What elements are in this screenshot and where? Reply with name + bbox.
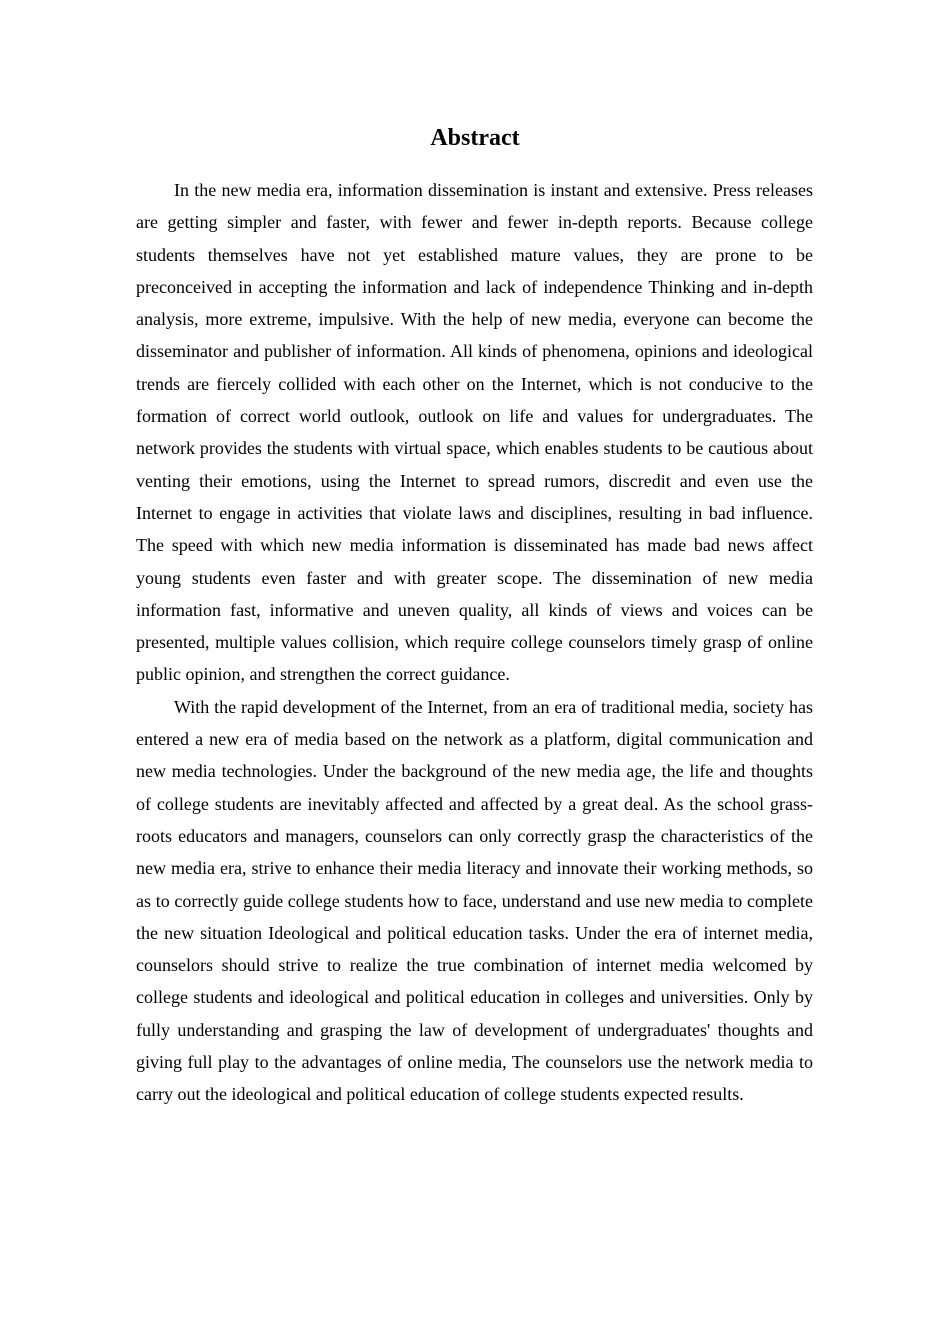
abstract-paragraph-1: In the new media era, information dissemination is instant and extensive. Press releases are getting simpler and faster, with fewer and fewer in-depth reports. Because college students themselves have not yet established mature values, they are prone to be preconceived in accepting the information and lack of independence Thinking and in-depth analysis, more extreme, impulsive. With the help of new media, everyone can become the disseminator and publisher of information. All kinds of phenomena, opinions and ideological trends are fiercely collided with each other on the Internet, which is not conducive to the formation of correct world outlook, outlook on life and values for undergraduates. The network provides the students with virtual space, which enables students to be cautious about venting their emotions, using the Internet to spread rumors, discredit and even use the Internet to engage in activities that violate laws and disciplines, resulting in bad influence. The speed with which new media information is disseminated has made bad news affect young students even faster and with greater scope. The dissemination of new media information fast, informative and uneven quality, all kinds of views and voices can be presented, multiple values collision, which require college counselors timely grasp of online public opinion, and strengthen the correct guidance. [136, 180, 813, 685]
abstract-body [136, 174, 813, 1111]
abstract-paragraph-2: With the rapid development of the Internet, from an era of traditional media, society has entered a new era of media based on the network as a platform, digital communication and new media technologies. Under the background of the new media age, the life and thoughts of college students are inevitably affected and affected by a great deal. As the school grass-roots educators and managers, counselors can only correctly grasp the characteristics of the new media era, strive to enhance their media literacy and innovate their working methods, so as to correctly guide college students how to face, understand and use new media to complete the new situation Ideological and political education tasks. Under the era of internet media, counselors should strive to realize the true combination of internet media welcomed by college students and ideological and political education in colleges and universities. Only by fully understanding and grasping the law of development of undergraduates' thoughts and giving full play to the advantages of online media, The counselors use the network media to carry out the ideological and political education of college students expected results. [136, 696, 813, 1105]
page-title: Abstract [430, 125, 520, 151]
